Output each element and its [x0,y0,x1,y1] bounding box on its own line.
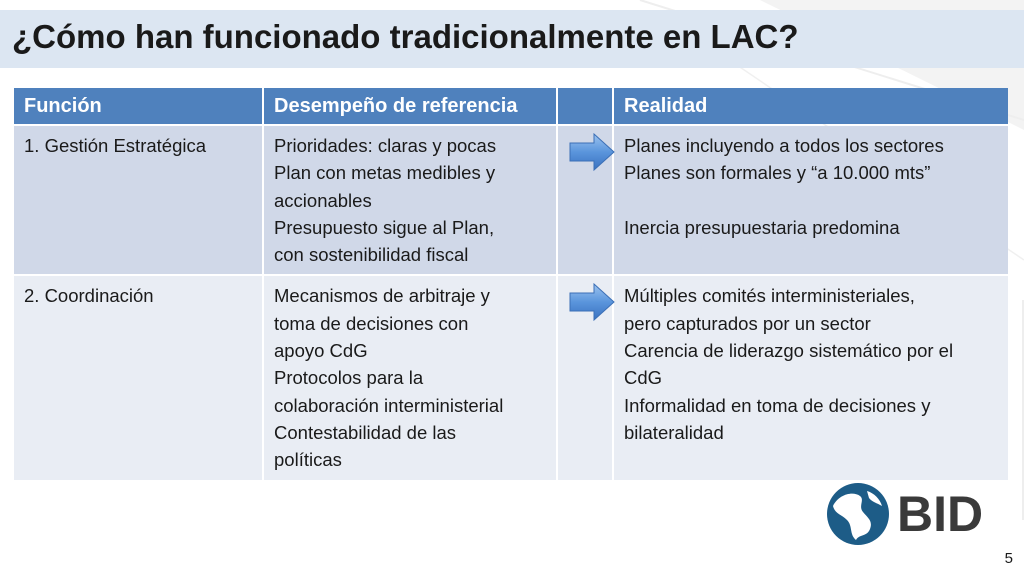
reference-line: toma de decisiones con [274,312,469,334]
arrow-cell [558,276,612,479]
table-row [14,126,1008,274]
reference-line: Prioridades: claras y pocas [274,135,497,156]
reference-cell [264,126,556,274]
table-header-row [14,88,1008,124]
logo-text: BID [897,486,984,542]
reality-line: pero capturados por un sector [624,312,871,334]
arrow-cell [558,126,612,274]
reality-line: Informalidad en toma de decisiones y [624,394,931,416]
reference-line: con sostenibilidad fiscal [274,244,469,266]
right-arrow-icon [568,132,616,172]
slide-title: ¿Cómo han funcionado tradicionalmente en LAC? [12,18,799,55]
reality-line: Planes incluyendo a todos los sectores [624,135,944,156]
reality-line: Inercia presupuestaria predomina [624,216,900,238]
reality-line: Múltiples comités interministeriales, [624,285,915,307]
reality-line-blank [624,187,998,214]
reference-cell [264,276,556,479]
reality-line: bilateralidad [624,421,724,443]
page-number: 5 [1004,550,1013,567]
comparison-table [12,86,1010,482]
function-cell: 1. Gestión Estratégica [14,126,262,274]
reality-line: Carencia de liderazgo sistemático por el [624,340,954,362]
header-funcion: Función [14,88,262,124]
reference-line: apoyo CdG [274,340,368,362]
function-cell: 2. Coordinación [14,276,262,479]
table-row [14,276,1008,479]
header-desempeno: Desempeño de referencia [264,88,556,124]
header-realidad: Realidad [614,88,1008,124]
reference-line: accionables [274,189,372,211]
reference-line: políticas [274,449,342,471]
reference-line: Mecanismos de arbitraje y [274,285,490,307]
reference-line: Contestabilidad de las [274,421,457,443]
reality-cell [614,126,1008,274]
reference-line: Plan con metas medibles y [274,162,496,184]
reality-line: Planes son formales y “a 10.000 mts” [624,162,931,184]
reference-line: Presupuesto sigue al Plan, [274,216,495,238]
right-arrow-icon [568,282,616,322]
bid-logo [824,482,996,546]
reference-line: Protocolos para la [274,367,424,389]
reality-cell [614,276,1008,479]
header-arrow-column [558,88,612,124]
reality-line: CdG [624,367,663,389]
globe-icon [827,483,889,545]
reference-line: colaboración interministerial [274,394,504,416]
